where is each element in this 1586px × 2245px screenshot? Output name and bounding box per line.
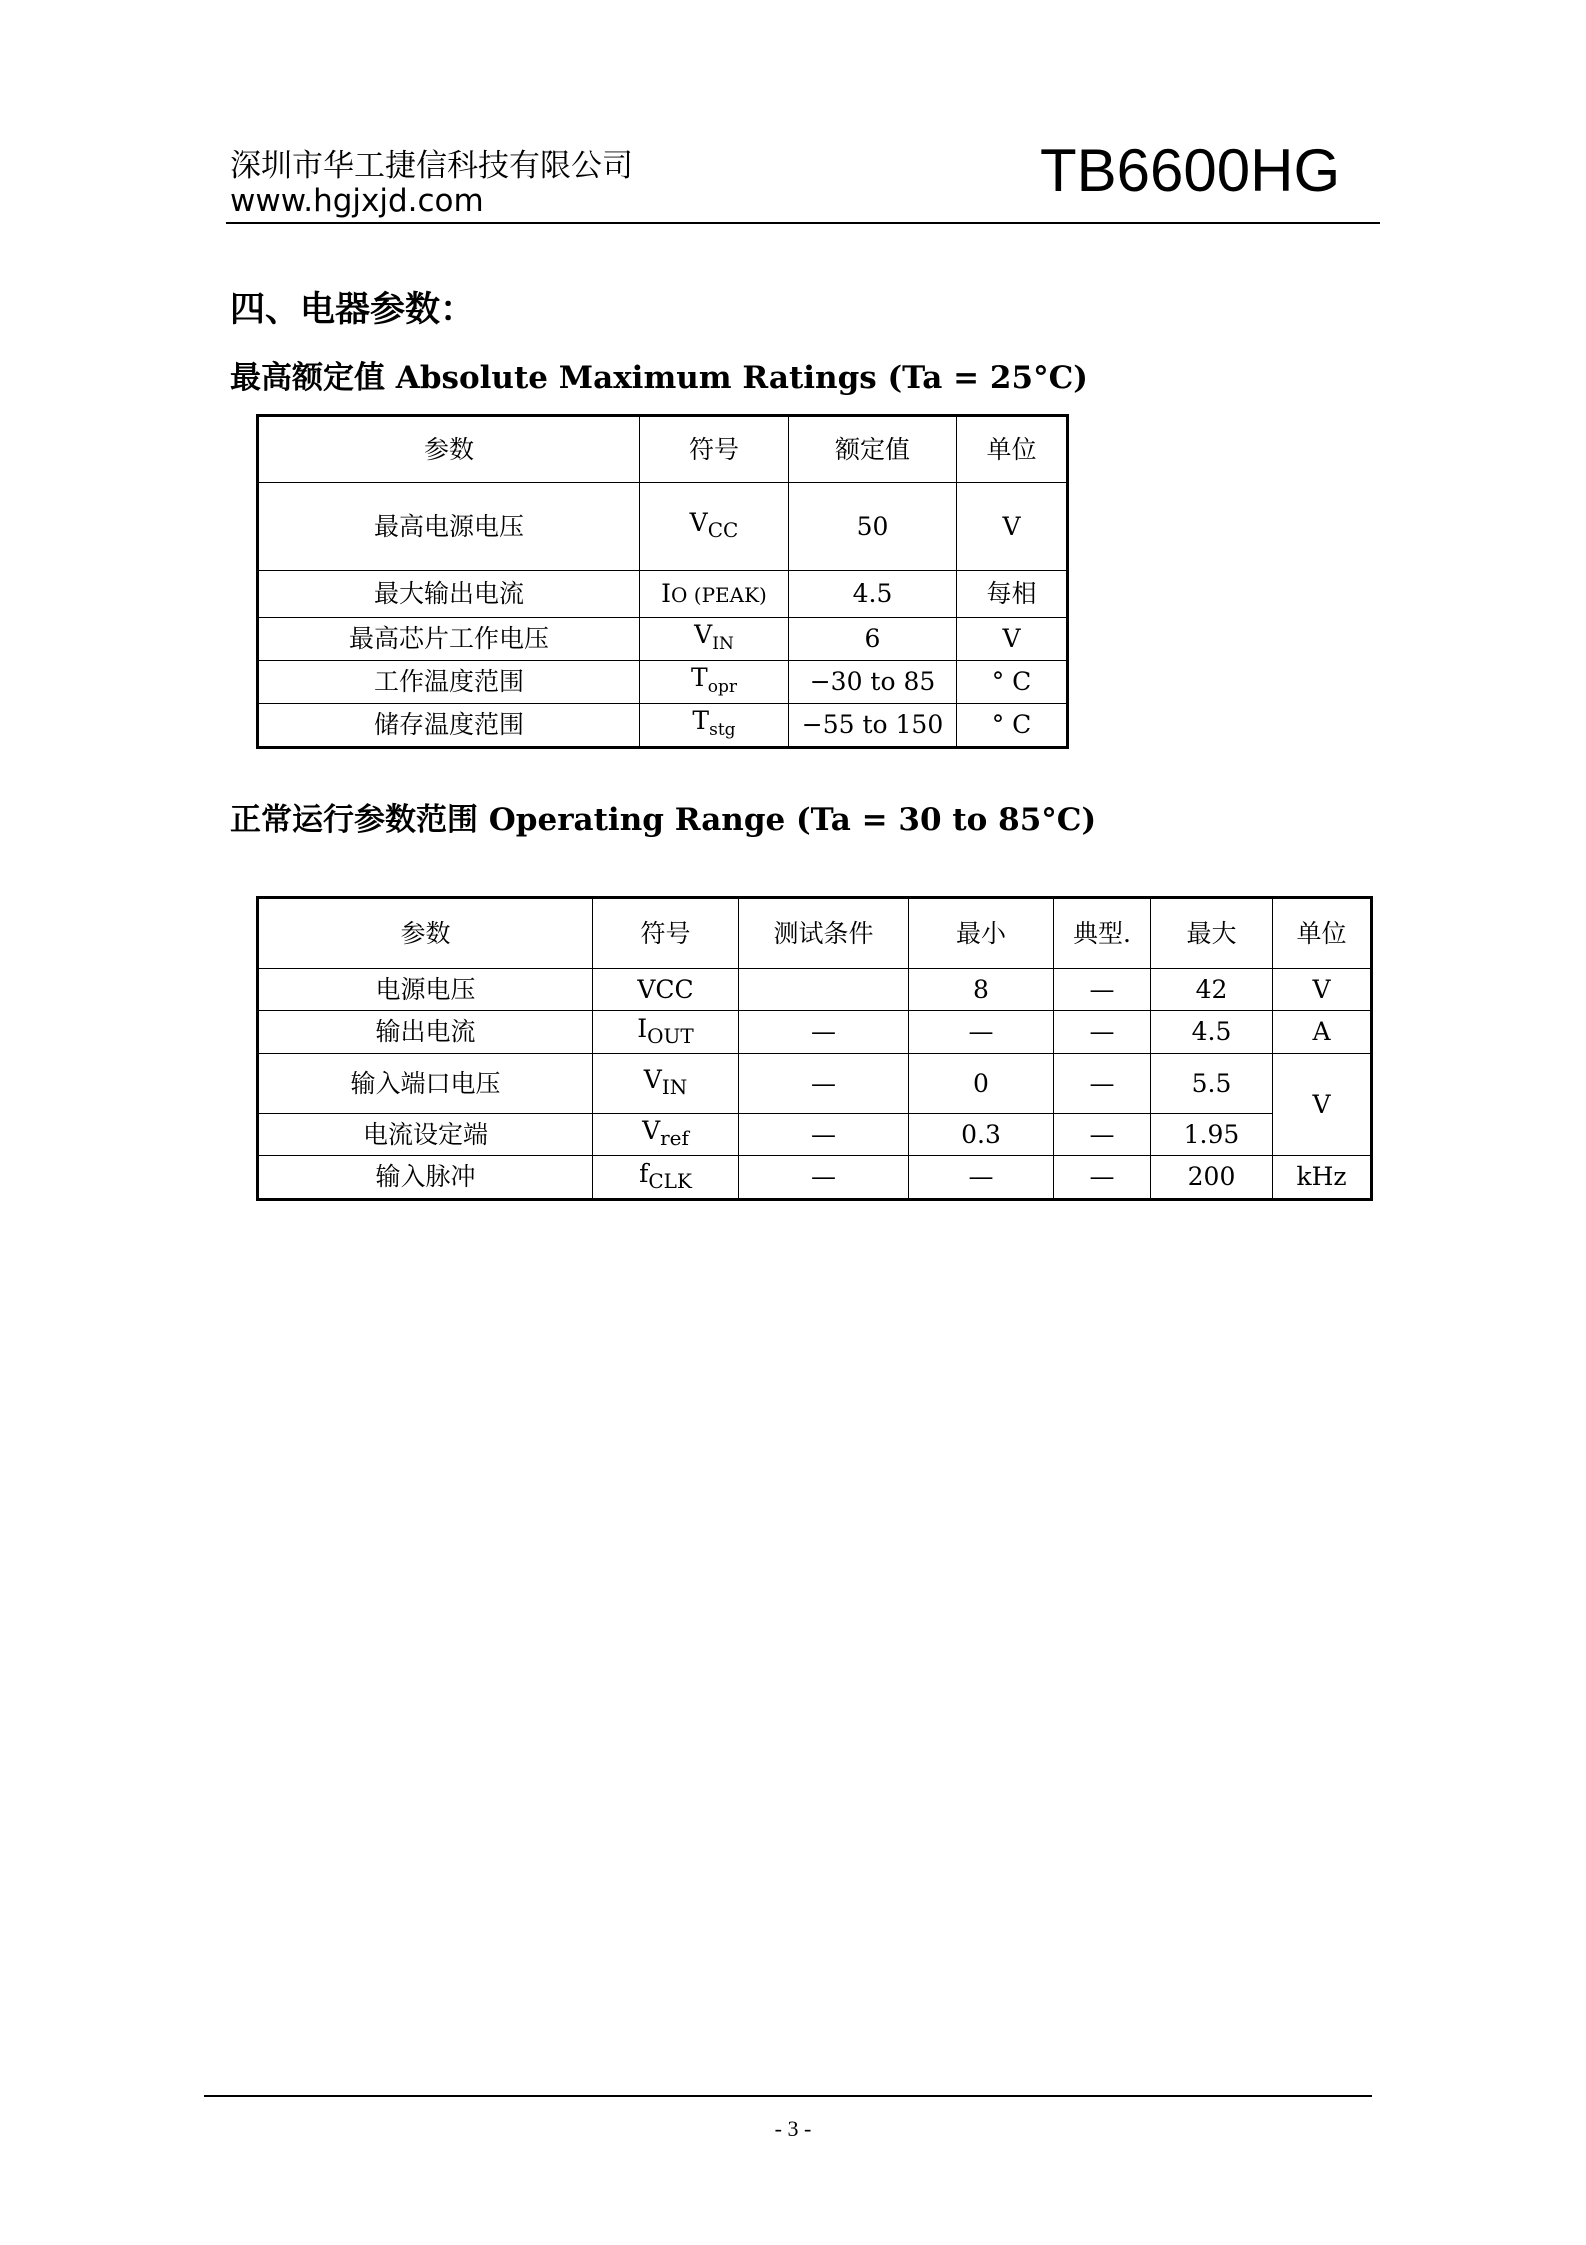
condition-cell: — xyxy=(739,1054,909,1114)
typ-cell: — xyxy=(1054,1011,1151,1054)
typ-cell: — xyxy=(1054,1114,1151,1156)
symbol-main: I xyxy=(661,578,672,608)
max-cell: 4.5 xyxy=(1151,1011,1273,1054)
value-cell: 50 xyxy=(789,483,957,571)
symbol-cell xyxy=(640,483,789,571)
condition-cell: — xyxy=(739,1156,909,1199)
header-unit: 单位 xyxy=(957,417,1067,483)
symbol-main: V xyxy=(642,1116,661,1145)
section-title: 四、电器参数： xyxy=(230,289,476,330)
header-divider xyxy=(226,222,1380,224)
footer-divider xyxy=(204,2095,1372,2097)
website-url[interactable]: www.hgjxjd.com xyxy=(230,183,484,219)
param-cell: 电源电压 xyxy=(259,969,593,1011)
param-cell: 输入脉冲 xyxy=(259,1156,593,1199)
min-cell: 8 xyxy=(909,969,1054,1011)
param-cell: 输入端口电压 xyxy=(259,1054,593,1114)
min-cell: — xyxy=(909,1011,1054,1054)
min-cell: 0.3 xyxy=(909,1114,1054,1156)
company-name: 深圳市华工捷信科技有限公司 xyxy=(230,148,633,184)
table-row xyxy=(259,571,1067,618)
max-cell: 1.95 xyxy=(1151,1114,1273,1156)
typ-cell: — xyxy=(1054,1156,1151,1199)
max-cell: 200 xyxy=(1151,1156,1273,1199)
condition-cell xyxy=(739,969,909,1011)
unit-cell: V xyxy=(1273,969,1371,1011)
param-cell: 最大输出电流 xyxy=(259,571,640,618)
symbol-cell xyxy=(640,704,789,747)
table-row xyxy=(259,1011,1371,1054)
table-header-row xyxy=(259,417,1067,483)
symbol-cell xyxy=(593,1114,739,1156)
param-cell: 最高电源电压 xyxy=(259,483,640,571)
symbol-sub: OUT xyxy=(647,1023,694,1048)
table-header-row xyxy=(259,899,1371,969)
table-row xyxy=(259,1054,1371,1114)
condition-cell: — xyxy=(739,1114,909,1156)
symbol-main: f xyxy=(639,1158,649,1188)
symbol-main: V xyxy=(643,1065,662,1094)
table-row xyxy=(259,1114,1371,1156)
max-cell: 5.5 xyxy=(1151,1054,1273,1114)
param-cell: 最高芯片工作电压 xyxy=(259,618,640,661)
header-param: 参数 xyxy=(259,899,593,969)
header-rated-value: 额定值 xyxy=(789,417,957,483)
value-cell: 4.5 xyxy=(789,571,957,618)
param-cell: 储存温度范围 xyxy=(259,704,640,747)
table-row xyxy=(259,661,1067,704)
unit-cell: ° C xyxy=(957,704,1067,747)
table-row xyxy=(259,704,1067,747)
table-row xyxy=(259,618,1067,661)
table-row xyxy=(259,1156,1371,1199)
symbol-sub: IN xyxy=(661,1075,688,1099)
symbol-cell xyxy=(593,1011,739,1054)
condition-cell: — xyxy=(739,1011,909,1054)
symbol-main: V xyxy=(689,508,708,537)
table-row xyxy=(259,483,1067,571)
unit-cell: kHz xyxy=(1273,1156,1371,1199)
symbol-sub: O (PEAK) xyxy=(671,582,767,607)
header-max: 最大 xyxy=(1151,899,1273,969)
symbol-cell xyxy=(593,969,739,1011)
unit-cell: ° C xyxy=(957,661,1067,704)
page-number: - 3 - xyxy=(774,2116,812,2141)
symbol-sub: CC xyxy=(707,518,739,542)
unit-cell: V xyxy=(957,483,1067,571)
symbol-sub: opr xyxy=(707,676,737,697)
unit-cell: V xyxy=(957,618,1067,661)
header-min: 最小 xyxy=(909,899,1054,969)
param-cell: 工作温度范围 xyxy=(259,661,640,704)
symbol-main: V xyxy=(694,619,713,649)
symbol-sub: stg xyxy=(709,719,736,740)
symbol-cell xyxy=(593,1054,739,1114)
symbol-sub: CLK xyxy=(648,1168,692,1193)
header-unit: 单位 xyxy=(1273,899,1371,969)
param-cell: 输出电流 xyxy=(259,1011,593,1054)
symbol-sub: ref xyxy=(660,1126,689,1150)
abs-max-title: 最高额定值 Absolute Maximum Ratings (Ta = 25°C) xyxy=(230,360,1088,396)
symbol-main: T xyxy=(691,662,708,692)
max-cell: 42 xyxy=(1151,969,1273,1011)
op-range-title: 正常运行参数范围 Operating Range (Ta = 30 to 85°C) xyxy=(230,802,1097,838)
header-typ: 典型. xyxy=(1054,899,1151,969)
value-cell: −30 to 85 xyxy=(789,661,957,704)
symbol-cell xyxy=(640,618,789,661)
value-cell: 6 xyxy=(789,618,957,661)
unit-cell: A xyxy=(1273,1011,1371,1054)
symbol-main: VCC xyxy=(637,974,694,1004)
header-symbol: 符号 xyxy=(593,899,739,969)
header-symbol: 符号 xyxy=(640,417,789,483)
symbol-cell xyxy=(640,661,789,704)
typ-cell: — xyxy=(1054,1054,1151,1114)
table-row xyxy=(259,969,1371,1011)
symbol-main: T xyxy=(692,705,710,735)
model-number: TB6600HG xyxy=(1040,137,1341,204)
unit-cell: 每相 xyxy=(957,571,1067,618)
header-test-condition: 测试条件 xyxy=(739,899,909,969)
symbol-cell xyxy=(593,1156,739,1199)
param-cell: 电流设定端 xyxy=(259,1114,593,1156)
header-param: 参数 xyxy=(259,417,640,483)
typ-cell: — xyxy=(1054,969,1151,1011)
symbol-main: I xyxy=(637,1013,648,1043)
unit-cell: V xyxy=(1273,1054,1371,1156)
min-cell: 0 xyxy=(909,1054,1054,1114)
op-range-table xyxy=(258,898,1371,1199)
symbol-cell xyxy=(640,571,789,618)
value-cell: −55 to 150 xyxy=(789,704,957,747)
min-cell: — xyxy=(909,1156,1054,1199)
abs-max-table xyxy=(258,416,1067,747)
symbol-sub: IN xyxy=(712,633,734,654)
